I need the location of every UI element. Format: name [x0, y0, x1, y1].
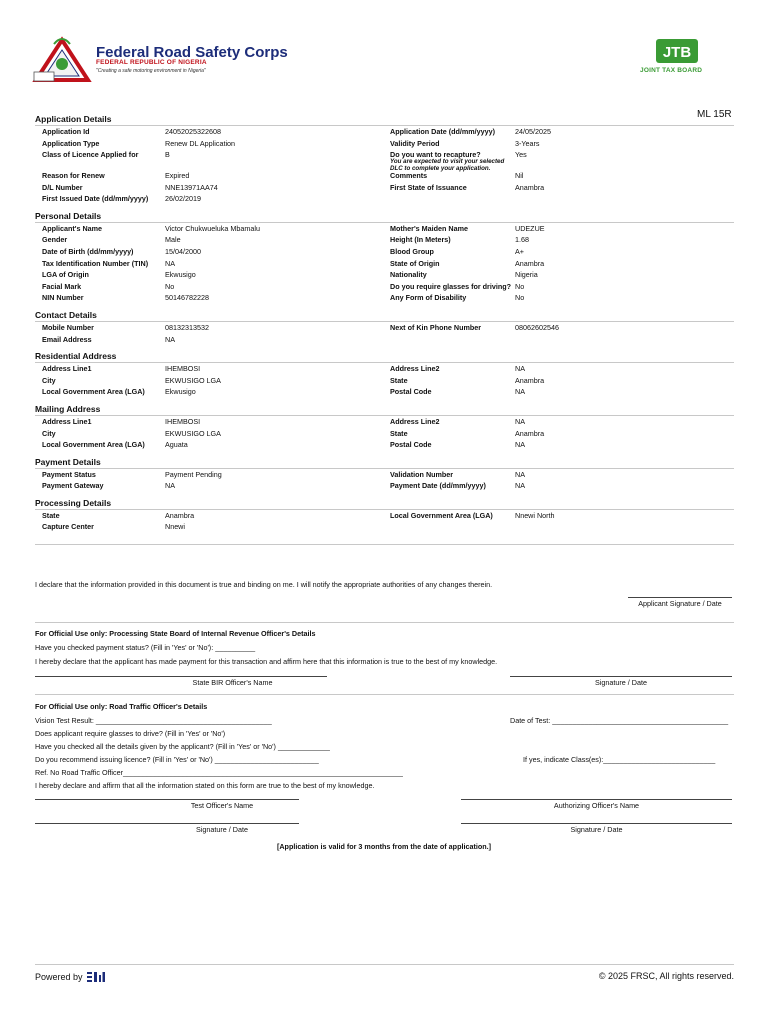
field-label — [35, 388, 165, 400]
field-value-text: Expired — [165, 171, 190, 180]
field-value — [165, 324, 390, 336]
authorizing-officer-name-label: Authorizing Officer's Name — [553, 801, 640, 810]
field-label-text: Local Government Area (LGA) — [42, 387, 145, 397]
section-title: Personal Details — [35, 209, 734, 223]
field-value-right-text: NA — [515, 440, 525, 450]
field-row — [35, 271, 734, 283]
field-value-text: Ekwusigo — [165, 387, 196, 397]
field-label-right — [390, 324, 515, 336]
field-value — [165, 151, 390, 172]
field-value-right — [515, 195, 734, 207]
field-row — [35, 225, 734, 237]
section — [35, 308, 734, 349]
section-title: Application Details — [35, 112, 734, 126]
field-value-text: Male — [165, 235, 181, 245]
field-label-text: Payment Status — [42, 469, 96, 479]
field-value-right — [515, 377, 734, 389]
field-value — [165, 260, 390, 272]
bir-officer-name-line — [35, 676, 327, 677]
field-label-right-text: Payment Date (dd/mm/yyyy) — [390, 481, 486, 491]
field-label-right-text: State — [390, 428, 408, 438]
field-value-right-text: NA — [515, 387, 525, 397]
field-label-text: State — [42, 510, 60, 520]
field-value-right-text: 3-Years — [515, 138, 540, 148]
field-row — [35, 236, 734, 248]
field-value-right — [515, 184, 734, 196]
field-value-text: NA — [165, 334, 175, 344]
field-value-text: IHEMBOSI — [165, 416, 201, 426]
date-of-test-field: Date of Test: ____________________________________________ — [510, 716, 729, 725]
org-name: Federal Road Safety Corps — [96, 44, 288, 61]
org-motto: "Creating a safe motoring environment in Nigeria" — [96, 68, 206, 74]
field-label — [35, 523, 165, 535]
rto-section-title: For Official Use only: Road Traffic Officer's Details — [35, 702, 208, 711]
field-value-right — [515, 128, 734, 140]
bir-payment-question: Have you checked payment status? (Fill in 'Yes' or 'No'): __________ — [35, 643, 256, 652]
field-value — [165, 336, 390, 348]
copyright: © 2025 FRSC, All rights reserved. — [598, 971, 734, 981]
field-label-text: Address Line1 — [42, 364, 92, 374]
rto-reference-field: Ref. No Road Traffic Officer______________________________________________________________________ — [35, 768, 403, 777]
field-label-right-text: Validation Number — [390, 469, 454, 479]
field-row — [35, 283, 734, 295]
field-label-text: Date of Birth (dd/mm/yyyy) — [42, 246, 134, 256]
field-label-text: Class of Licence Applied for — [42, 150, 139, 160]
field-value-right-text: 08062602546 — [515, 322, 559, 332]
field-label-right — [390, 151, 515, 172]
test-officer-signature-line — [35, 823, 299, 824]
test-officer-name-line — [35, 799, 299, 800]
field-label-right — [390, 365, 515, 377]
field-label-right-text: Mother's Maiden Name — [390, 223, 468, 233]
field-label-text: Capture Center — [42, 522, 94, 532]
field-label-right-text: Postal Code — [390, 387, 432, 397]
field-label-right-text: First State of Issuance — [390, 182, 467, 192]
jtb-name: JOINT TAX BOARD — [640, 67, 703, 74]
field-value — [165, 225, 390, 237]
section — [35, 209, 734, 308]
field-label — [35, 441, 165, 453]
field-row — [35, 294, 734, 306]
vision-test-field: Vision Test Result: ____________________________________________ — [35, 716, 272, 725]
field-label-text: Mobile Number — [42, 322, 94, 332]
field-row — [35, 482, 734, 494]
section-rows — [35, 471, 734, 496]
field-row — [35, 151, 734, 172]
frsc-logo — [32, 34, 92, 84]
field-label-right-text: Application Date (dd/mm/yyyy) — [390, 127, 496, 136]
field-value — [165, 523, 390, 535]
field-value-right — [515, 430, 734, 442]
licence-class-field: If yes, indicate Class(es):____________________________ — [523, 755, 716, 764]
field-value-right — [515, 471, 734, 483]
field-value-right-text: A+ — [515, 246, 524, 256]
field-label-right — [390, 441, 515, 453]
jtb-logo — [655, 38, 699, 64]
field-row — [35, 388, 734, 400]
field-label-text: Applicant's Name — [42, 223, 103, 233]
section-title: Residential Address — [35, 349, 734, 363]
authorizing-officer-signature-label: Signature / Date — [570, 825, 623, 834]
field-value-right — [515, 441, 734, 453]
field-label-right-text: Do you require glasses for driving? — [390, 281, 512, 291]
field-value-right — [515, 512, 734, 524]
field-value — [165, 471, 390, 483]
org-subtitle: FEDERAL REPUBLIC OF NIGERIA — [96, 59, 207, 66]
field-label-right — [390, 523, 515, 535]
field-label-right — [390, 418, 515, 430]
field-value-right — [515, 283, 734, 295]
field-label-right — [390, 336, 515, 348]
divider — [35, 622, 734, 623]
field-value-right-text: Anambra — [515, 375, 545, 385]
bir-signature-line — [510, 676, 732, 677]
field-label-text: First Issued Date (dd/mm/yyyy) — [42, 194, 149, 204]
field-value-right-text: Nil — [515, 171, 524, 180]
field-value — [165, 140, 390, 152]
glasses-question: Does applicant require glasses to drive? (Fill in 'Yes' or 'No') — [35, 729, 226, 738]
field-value — [165, 441, 390, 453]
field-value — [165, 294, 390, 306]
field-row — [35, 523, 734, 535]
field-value-right — [515, 151, 734, 172]
field-value-right — [515, 271, 734, 283]
field-label-text: NIN Number — [42, 293, 84, 303]
details-checked-question: Have you checked all the details given by the applicant? (Fill in 'Yes' or 'No') _____________ — [35, 742, 330, 751]
field-label-text: Facial Mark — [42, 281, 82, 291]
field-label-right — [390, 184, 515, 196]
test-officer-name-label: Test Officer's Name — [190, 801, 254, 810]
section — [35, 455, 734, 496]
field-value-text: Payment Pending — [165, 469, 222, 479]
field-label-text: Application Type — [42, 138, 100, 148]
field-label-text: Tax Identification Number (TIN) — [42, 258, 149, 268]
field-value-text: NNE13971AA74 — [165, 182, 218, 192]
field-value-text: IHEMBOSI — [165, 364, 201, 374]
field-value-right — [515, 225, 734, 237]
section-title: Processing Details — [35, 496, 734, 510]
field-value-text: 26/02/2019 — [165, 194, 201, 204]
section-rows — [35, 512, 734, 537]
field-label-right — [390, 195, 515, 207]
field-value-right — [515, 336, 734, 348]
section — [35, 112, 734, 209]
form-code: ML 15R — [697, 109, 732, 120]
field-row — [35, 365, 734, 377]
field-row — [35, 336, 734, 348]
declaration-text: I declare that the information provided in this document is true and binding on me. I will notify the appropriate authorities of any changes therein. — [35, 580, 493, 589]
field-value — [165, 195, 390, 207]
field-label — [35, 151, 165, 172]
field-value — [165, 248, 390, 260]
field-row — [35, 172, 734, 184]
field-value — [165, 377, 390, 389]
section-rows — [35, 225, 734, 308]
field-label — [35, 482, 165, 494]
field-row — [35, 324, 734, 336]
field-label-right-text: Do you want to recapture? — [390, 150, 481, 160]
field-value — [165, 482, 390, 494]
rto-affirmation: I hereby declare and affirm that all the information stated on this form are true to the best of my knowledge. — [35, 781, 375, 790]
field-value-right-text: 1.68 — [515, 235, 529, 245]
field-value-right — [515, 248, 734, 260]
bir-signature-label: Signature / Date — [595, 678, 647, 687]
bir-section-title: For Official Use only: Processing State Board of Internal Revenue Officer's Details — [35, 629, 316, 638]
section — [35, 402, 734, 455]
field-label-text: LGA of Origin — [42, 270, 89, 280]
powered-by-label: Powered by — [35, 972, 83, 982]
field-value-text: NA — [165, 258, 175, 268]
field-value-right-text: NA — [515, 481, 525, 491]
applicant-signature-label: Applicant Signature / Date — [638, 599, 722, 608]
field-row — [35, 195, 734, 207]
section-title: Contact Details — [35, 308, 734, 322]
field-value-right — [515, 388, 734, 400]
field-value-text: EKWUSIGO LGA — [165, 428, 221, 438]
form-sections — [35, 112, 734, 545]
field-value-text: 15/04/2000 — [165, 246, 201, 256]
field-value-text: Ekwusigo — [165, 270, 196, 280]
field-value-text: EKWUSIGO LGA — [165, 375, 221, 385]
field-value-right-text: UDEZUE — [515, 223, 545, 233]
field-label-text: Address Line1 — [42, 416, 92, 426]
field-value-right-text: Nnewi North — [515, 510, 555, 520]
field-label-right-text: Nationality — [390, 270, 427, 280]
field-value-text: 24052025322608 — [165, 127, 221, 136]
field-label-right-text: Height (In Meters) — [390, 235, 451, 245]
field-value-right-text: Anambra — [515, 428, 545, 438]
field-value-right — [515, 172, 734, 184]
field-row — [35, 441, 734, 453]
field-row — [35, 140, 734, 152]
field-value-right-text: NA — [515, 416, 525, 426]
field-label-right-text: State — [390, 375, 408, 385]
field-value-text: 50146782228 — [165, 293, 209, 303]
field-label-text: Reason for Renew — [42, 171, 105, 180]
section-rows — [35, 128, 734, 209]
field-label-right-text: Comments — [390, 171, 428, 180]
field-label-right-text: Address Line2 — [390, 364, 440, 374]
field-value — [165, 271, 390, 283]
field-value — [165, 388, 390, 400]
vendor-logo-icon — [87, 972, 105, 982]
field-value-right — [515, 482, 734, 494]
section — [35, 496, 734, 537]
validity-note: [Application is valid for 3 months from the date of application.] — [276, 842, 492, 851]
field-label-right-text: Any Form of Disability — [390, 293, 467, 303]
field-value-right-text: No — [515, 281, 525, 291]
field-value — [165, 430, 390, 442]
recommend-licence-question: Do you recommend issuing licence? (Fill in 'Yes' or 'No') __________________________ — [35, 755, 319, 764]
field-label-text: Email Address — [42, 334, 92, 344]
field-label-text: Payment Gateway — [42, 481, 104, 491]
section — [35, 349, 734, 402]
field-label-right — [390, 482, 515, 494]
field-value-text: Victor Chukwueluka Mbamalu — [165, 223, 260, 233]
powered-by — [35, 972, 105, 982]
field-value-right-text: Yes — [515, 150, 527, 160]
field-value-right — [515, 260, 734, 272]
field-value-right-text: NA — [515, 469, 525, 479]
section-title: Payment Details — [35, 455, 734, 469]
field-value-right-text: 24/05/2025 — [515, 127, 551, 136]
field-label-right-text: State of Origin — [390, 258, 440, 268]
field-label-text: Local Government Area (LGA) — [42, 440, 145, 450]
field-row — [35, 471, 734, 483]
field-label — [35, 336, 165, 348]
field-row — [35, 260, 734, 272]
field-label-text: City — [42, 375, 56, 385]
sections-end-divider — [35, 544, 734, 545]
section-rows — [35, 365, 734, 402]
divider — [35, 694, 734, 695]
field-label-right — [390, 294, 515, 306]
field-value-right-text: No — [515, 293, 525, 303]
footer-divider — [35, 964, 734, 965]
field-value-text: Aguata — [165, 440, 188, 450]
test-officer-signature-label: Signature / Date — [196, 825, 248, 834]
field-value-text: No — [165, 281, 175, 291]
field-value-right-text: NA — [515, 364, 525, 374]
field-row — [35, 512, 734, 524]
field-label-text: D/L Number — [42, 182, 83, 192]
field-value-text: 08132313532 — [165, 322, 209, 332]
field-label-right-text: Postal Code — [390, 440, 432, 450]
field-label-right — [390, 512, 515, 524]
authorizing-officer-signature-line — [461, 823, 732, 824]
field-value-right — [515, 236, 734, 248]
field-label-text: Application Id — [42, 127, 90, 136]
section-title: Mailing Address — [35, 402, 734, 416]
field-value-right — [515, 418, 734, 430]
field-value-right-text: Anambra — [515, 182, 545, 192]
field-label-text: City — [42, 428, 56, 438]
field-value-right — [515, 365, 734, 377]
field-value-right — [515, 324, 734, 336]
field-row — [35, 418, 734, 430]
field-value-right — [515, 523, 734, 535]
field-value-text: Renew DL Application — [165, 138, 236, 148]
field-label-right-text: Next of Kin Phone Number — [390, 322, 482, 332]
section-rows — [35, 324, 734, 349]
field-label-right-text: Validity Period — [390, 138, 440, 148]
field-value-text: NA — [165, 481, 175, 491]
field-label — [35, 294, 165, 306]
bir-declaration: I hereby declare that the applicant has made payment for this transaction and affirm here that this information is true to the best of my knowledge. — [35, 657, 498, 666]
field-value-text: Anambra — [165, 510, 195, 520]
field-value-right-text: Nigeria — [515, 270, 538, 280]
field-row — [35, 128, 734, 140]
field-value-text: Nnewi — [165, 522, 185, 532]
field-label-right — [390, 388, 515, 400]
authorizing-officer-name-line — [461, 799, 732, 800]
section-rows — [35, 418, 734, 455]
field-label — [35, 195, 165, 207]
field-value-right-text: Anambra — [515, 258, 545, 268]
applicant-signature-line — [628, 597, 732, 598]
field-note: You are expected to visit your selected DLC to complete your application. — [390, 158, 505, 172]
bir-officer-name-label: State BIR Officer's Name — [192, 678, 273, 687]
field-label-right-text: Address Line2 — [390, 416, 440, 426]
field-value-right — [515, 294, 734, 306]
svg-text:JTB: JTB — [662, 44, 692, 61]
field-label-right-text: Blood Group — [390, 246, 434, 256]
field-value-text: B — [165, 150, 170, 160]
field-label-right-text: Local Government Area (LGA) — [390, 510, 493, 520]
field-label-text: Gender — [42, 235, 68, 245]
field-value — [165, 512, 390, 524]
field-value-right — [515, 140, 734, 152]
